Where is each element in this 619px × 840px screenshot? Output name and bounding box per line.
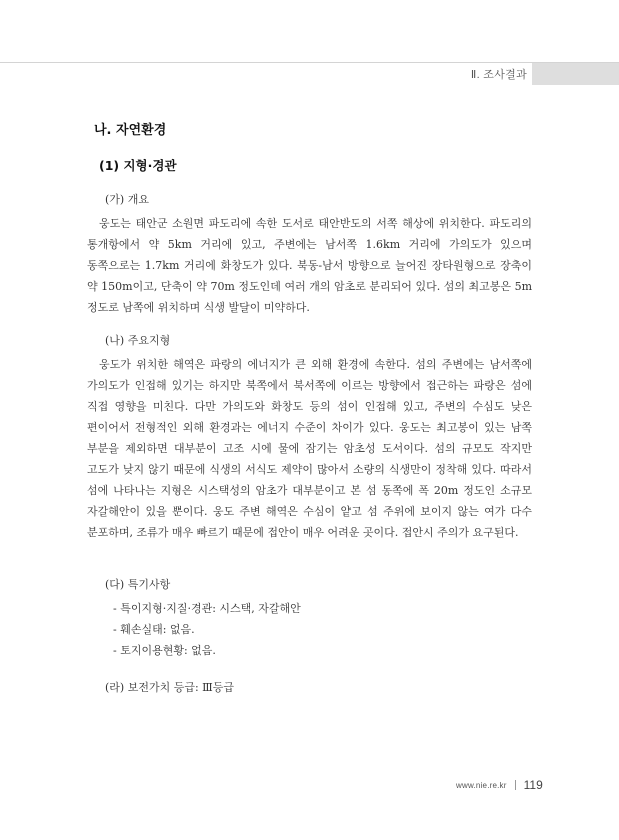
item-heading: (가) 개요 — [105, 193, 149, 206]
section-title: 나. 자연환경 — [94, 123, 167, 138]
item-heading: (다) 특기사항 — [105, 578, 171, 591]
subsection-title: (1) 지형·경관 — [99, 158, 177, 173]
list-item: - 특이지형·지질·경관: 시스택, 자갈해안 — [113, 602, 301, 615]
landforms-paragraph: 웅도가 위치한 해역은 파랑의 에너지가 큰 외해 환경에 속한다. 섬의 주변에는 남서쪽에 가의도가 인접해 있기는 하지만 북쪽에서 북서쪽에 이르는 방향에서 접근하는 파랑은 섬에 직접 영향을 미친다. 다만 가의도와 화창도 등의 섬이 인접해 있고, 주변의 수심도 낮은 편이어서 전형적인 외해 환경과는 에너지 수준이 차이가 있다. 웅도는 최고봉이 있는 남쪽 부분을 제외하면 대부분이 고조 시에 물에 잠기는 암초성 도서이다. 섬의 규모도 작지만 고도가 낮지 않기 때문에 식생의 서식도 제약이 많아서 소량의 식생만이 정착해 있다. 따라서 섬에 나타나는 지형은 시스택성의 암초가 대부분이고 본 섬 동쪽에 폭 20m 정도인 소규모 자갈해안이 있을 뿐이다. 웅도 주변 해역은 수심이 얕고 섬 주위에 보이지 않는 여가 다수 분포하며, 조류가 매우 빠르기 때문에 접안이 매우 어려운 곳이다. 접안시 주의가 요구된다. — [87, 358, 532, 539]
footer-url: www.nie.re.kr — [456, 780, 507, 790]
item-heading: (라) 보전가치 등급: Ⅲ등급 — [105, 681, 235, 694]
header-rule — [0, 62, 619, 63]
item-conservation-grade — [87, 678, 532, 701]
list-item: - 토지이용현황: 없음. — [113, 644, 216, 657]
overview-paragraph: 웅도는 태안군 소원면 파도리에 속한 도서로 태안반도의 서쪽 해상에 위치한다. 파도리의 통개항에서 약 5km 거리에 있고, 주변에는 남서쪽 1.6km 거리에 가의도가 있으며 동쪽으로는 1.7km 거리에 화창도가 있다. 북동-남서 방향으로 늘어진 장타원형으로 장축이 약 150m이고, 단축이 약 70m 정도인데 여러 개의 암초로 분리되어 있다. 섬의 최고봉은 5m 정도로 남쪽에 위치하며 식생 발달이 미약하다. — [87, 217, 532, 314]
page-footer — [456, 778, 543, 792]
item-major-landforms — [87, 331, 532, 543]
page-number: 119 — [523, 778, 543, 792]
item-heading: (나) 주요지형 — [105, 334, 171, 347]
item-overview — [87, 190, 532, 318]
chapter-label: Ⅱ. 조사결과 — [470, 69, 527, 81]
item-special-notes — [87, 575, 532, 661]
special-notes-list — [87, 598, 532, 661]
footer-divider — [515, 780, 516, 790]
chapter-tab — [532, 63, 619, 85]
list-item: - 훼손실태: 없음. — [113, 623, 195, 636]
